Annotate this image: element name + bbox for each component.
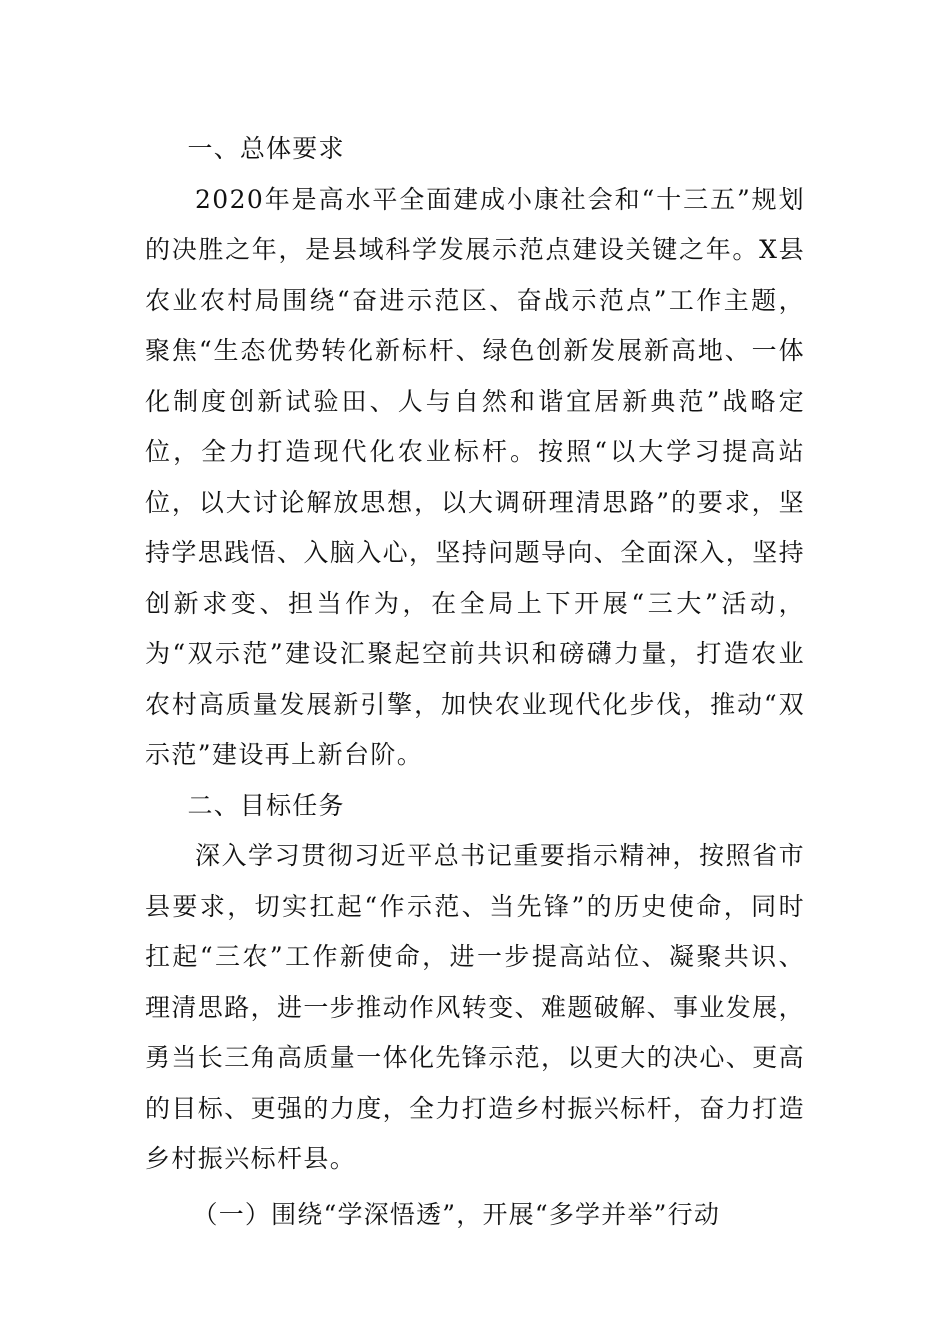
subsection-heading-study: （一）围绕“学深悟透”，开展“多学并举”行动 (192, 1199, 721, 1229)
document-body (145, 124, 805, 1240)
paragraph-overall-requirements: 2020年是高水平全面建成小康社会和“十三五”规划的决胜之年，是县域科学发展示范点建设关键之年。X县农业农村局围绕“奋进示范区、奋战示范点”工作主题，聚焦“生态优势转化新标杆、绿色创新发展新高地、一体化制度创新试验田、人与自然和谐宜居新典范”战略定位，全力打造现代化农业标杆。按照“以大学习提高站位，以大讨论解放思想，以大调研理清思路”的要求，坚持学思践悟、入脑入心，坚持问题导向、全面深入，坚持创新求变、担当作为，在全局上下开展“三大”活动，为“双示范”建设汇聚起空前共识和磅礴力量，打造农业农村高质量发展新引擎，加快农业现代化步伐，推动“双示范”建设再上新台阶。 (145, 184, 806, 769)
section-heading-overall-requirements: 一、总体要求 (187, 134, 345, 163)
paragraph-goals-tasks: 深入学习贯彻习近平总书记重要指示精神，按照省市县要求，切实扛起“作示范、当先锋”的历史使命，同时扛起“三农”工作新使命，进一步提高站位、凝聚共识、理清思路，进一步推动作风转变、难题破解、事业发展，勇当长三角高质量一体化先锋示范，以更大的决心、更高的目标、更强的力度，全力打造乡村振兴标杆，奋力打造乡村振兴标杆县。 (145, 841, 806, 1173)
section-heading-goals-tasks: 二、目标任务 (187, 790, 345, 820)
